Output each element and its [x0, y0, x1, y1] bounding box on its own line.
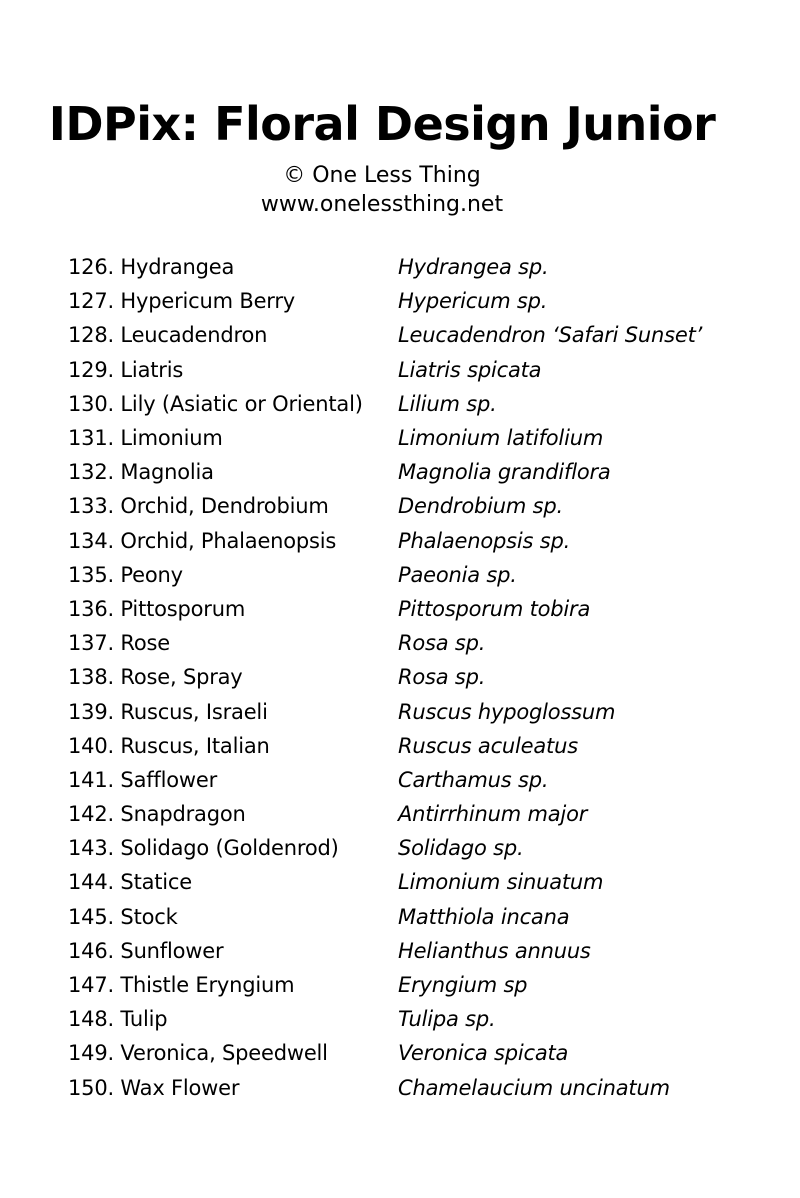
- scientific-name: Rosa sp.: [398, 665, 486, 690]
- scientific-name: Liatris spicata: [398, 357, 542, 382]
- scientific-name: Hypericum sp.: [398, 289, 548, 314]
- common-name: 148. Tulip: [68, 1007, 168, 1032]
- common-name: 134. Orchid, Phalaenopsis: [68, 528, 337, 553]
- common-name: 140. Ruscus, Italian: [68, 733, 270, 758]
- list-item: [68, 831, 768, 865]
- scientific-name: Leucadendron ‘Safari Sunset’: [398, 323, 703, 348]
- scientific-name: Dendrobium sp.: [398, 494, 563, 519]
- list-item: [68, 763, 768, 797]
- common-name: 141. Safflower: [68, 767, 218, 792]
- list-item: [68, 865, 768, 899]
- list-item: [68, 797, 768, 831]
- copyright-notice: © One Less Thing: [283, 163, 481, 188]
- page-title: IDPix: Floral Design Junior: [48, 97, 716, 151]
- scientific-name: Carthamus sp.: [398, 767, 549, 792]
- common-name: 143. Solidago (Goldenrod): [68, 836, 339, 861]
- list-item: [68, 660, 768, 694]
- list-item: [68, 387, 768, 421]
- list-item: [68, 455, 768, 489]
- list-item: [68, 968, 768, 1002]
- list-item: [68, 250, 768, 284]
- common-name: 144. Statice: [68, 870, 192, 895]
- common-name: 132. Magnolia: [68, 460, 214, 485]
- scientific-name: Ruscus hypoglossum: [398, 699, 616, 724]
- common-name: 133. Orchid, Dendrobium: [68, 494, 329, 519]
- common-name: 137. Rose: [68, 631, 170, 656]
- list-item: [68, 489, 768, 523]
- scientific-name: Helianthus annuus: [398, 938, 591, 963]
- common-name: 135. Peony: [68, 562, 183, 587]
- list-item: [68, 524, 768, 558]
- list-item: [68, 626, 768, 660]
- common-name: 131. Limonium: [68, 426, 223, 451]
- list-item: [68, 1071, 768, 1105]
- scientific-name: Pittosporum tobira: [398, 596, 591, 621]
- scientific-name: Ruscus aculeatus: [398, 733, 578, 758]
- scientific-name: Hydrangea sp.: [398, 255, 549, 280]
- list-item: [68, 421, 768, 455]
- common-name: 127. Hypericum Berry: [68, 289, 296, 314]
- list-item: [68, 900, 768, 934]
- common-name: 142. Snapdragon: [68, 802, 246, 827]
- common-name: 145. Stock: [68, 904, 178, 929]
- common-name: 138. Rose, Spray: [68, 665, 243, 690]
- scientific-name: Limonium sinuatum: [398, 870, 604, 895]
- scientific-name: Rosa sp.: [398, 631, 486, 656]
- scientific-name: Antirrhinum major: [398, 802, 588, 827]
- scientific-name: Phalaenopsis sp.: [398, 528, 571, 553]
- scientific-name: Limonium latifolium: [398, 426, 604, 451]
- common-name: 146. Sunflower: [68, 938, 224, 963]
- list-item: [68, 1002, 768, 1036]
- scientific-name: Lilium sp.: [398, 391, 497, 416]
- list-item: [68, 318, 768, 352]
- list-item: [68, 353, 768, 387]
- common-name: 126. Hydrangea: [68, 255, 235, 280]
- common-name: 128. Leucadendron: [68, 323, 268, 348]
- list-item: [68, 592, 768, 626]
- common-name: 130. Lily (Asiatic or Oriental): [68, 391, 363, 416]
- list-item: [68, 934, 768, 968]
- plant-list: [68, 250, 768, 1105]
- list-item: [68, 694, 768, 728]
- scientific-name: Magnolia grandiflora: [398, 460, 611, 485]
- common-name: 147. Thistle Eryngium: [68, 973, 295, 998]
- scientific-name: Matthiola incana: [398, 904, 570, 929]
- scientific-name: Paeonia sp.: [398, 562, 517, 587]
- list-item: [68, 558, 768, 592]
- scientific-name: Eryngium sp: [398, 973, 528, 998]
- common-name: 139. Ruscus, Israeli: [68, 699, 268, 724]
- common-name: 129. Liatris: [68, 357, 184, 382]
- list-item: [68, 729, 768, 763]
- list-item: [68, 284, 768, 318]
- common-name: 150. Wax Flower: [68, 1075, 240, 1100]
- common-name: 149. Veronica, Speedwell: [68, 1041, 328, 1066]
- scientific-name: Solidago sp.: [398, 836, 524, 861]
- scientific-name: Veronica spicata: [398, 1041, 569, 1066]
- list-item: [68, 1036, 768, 1070]
- scientific-name: Chamelaucium uncinatum: [398, 1075, 670, 1100]
- common-name: 136. Pittosporum: [68, 596, 246, 621]
- website-url: www.onelessthing.net: [260, 192, 504, 217]
- scientific-name: Tulipa sp.: [398, 1007, 496, 1032]
